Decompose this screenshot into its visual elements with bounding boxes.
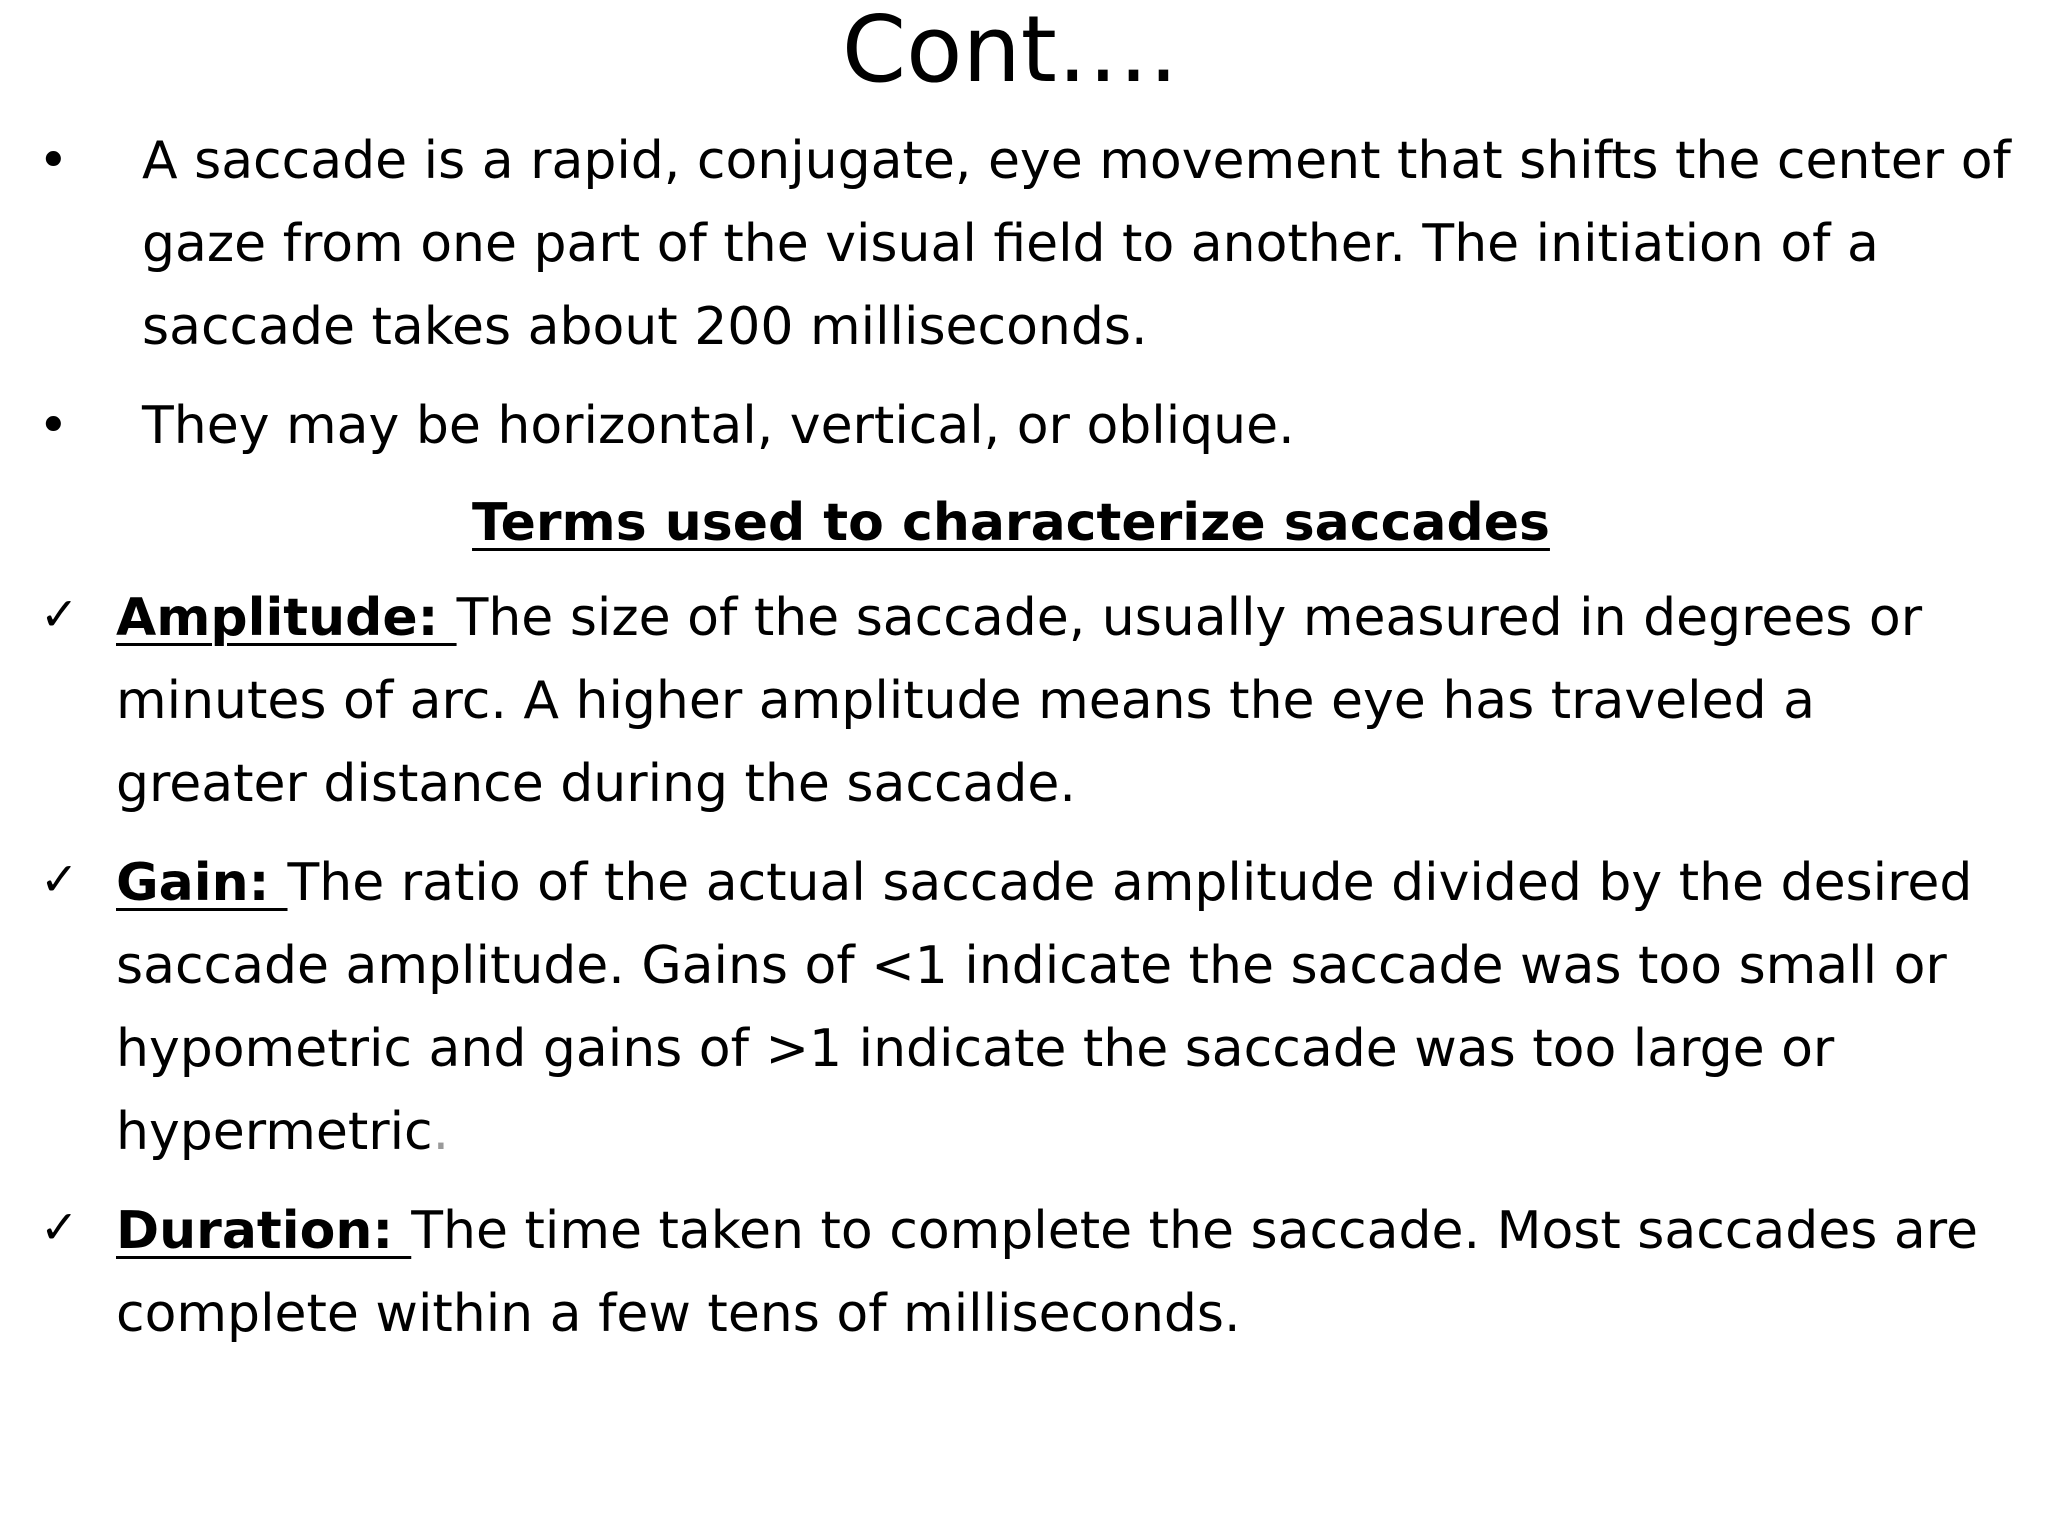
checkmark-icon: ✓ — [40, 852, 79, 906]
term-definition: The time taken to complete the saccade. Most saccades are complete within a few tens of milliseconds. — [116, 1201, 1978, 1344]
checkmark-icon: ✓ — [40, 1200, 79, 1254]
bullet-text: A saccade is a rapid, conjugate, eye movement that shifts the center of gaze from one part of the visual field to another. The initiation of a saccade takes about 200 milliseconds. — [142, 131, 2011, 357]
slide-title: Cont…. — [841, 0, 1179, 103]
term-label: Duration: — [116, 1201, 412, 1261]
checkmark-icon: ✓ — [40, 587, 79, 641]
term-definition: The size of the saccade, usually measured in degrees or minutes of arc. A higher amplitude means the eye has traveled a greater distance during the saccade. — [116, 588, 1923, 814]
term-label: Gain: — [116, 853, 288, 913]
slide-content — [36, 120, 2016, 1372]
term-item-gain — [36, 842, 2016, 1174]
bullet-icon: • — [38, 396, 69, 456]
term-label: Amplitude: — [116, 588, 457, 648]
term-definition: The ratio of the actual saccade amplitude divided by the desired saccade amplitude. Gains of <1 indicate the saccade was too small or hypometric and gains of >1 indicate the saccade was too large or hypermetric — [116, 853, 1973, 1162]
bullet-text: They may be horizontal, vertical, or oblique. — [142, 396, 1295, 456]
section-heading: Terms used to characterize saccades — [472, 493, 1550, 553]
bullet-icon: • — [38, 131, 69, 191]
term-item-amplitude — [36, 577, 2016, 826]
bullet-item — [36, 120, 2016, 369]
bullet-item — [36, 385, 2016, 468]
term-trailing: . — [432, 1102, 450, 1162]
term-item-duration — [36, 1190, 2016, 1356]
